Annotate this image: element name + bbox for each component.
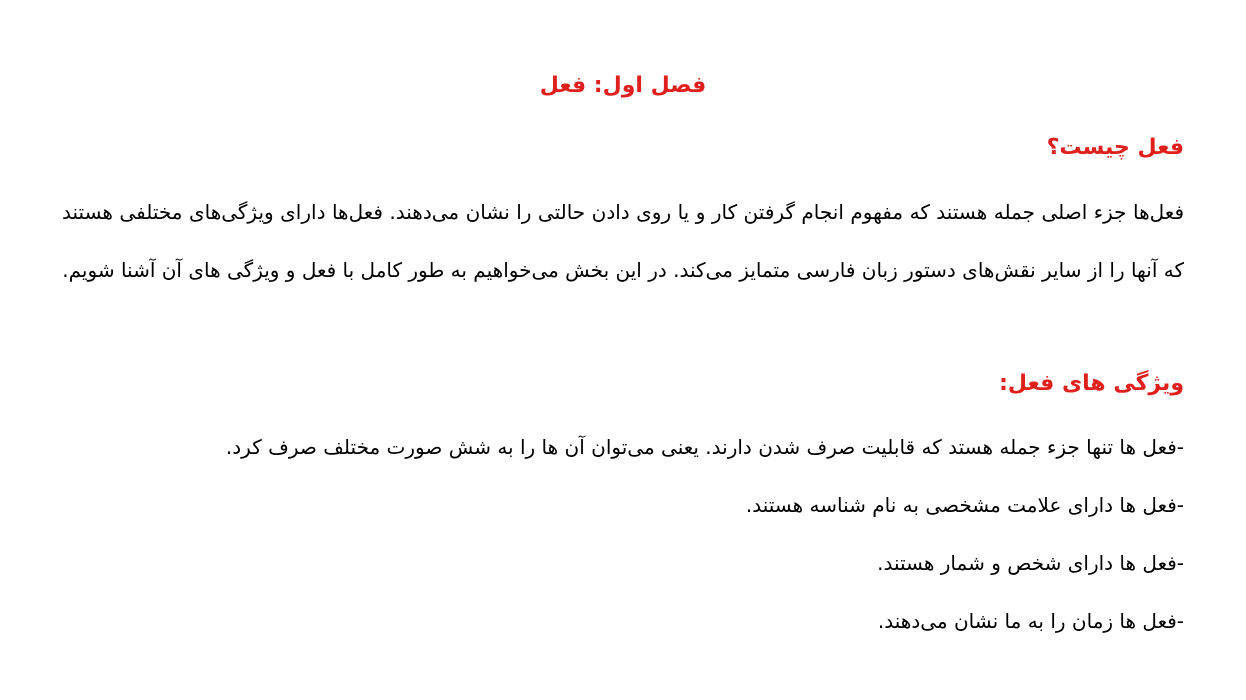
intro-paragraph: فعل‌ها جزء اصلی جمله هستند که مفهوم انجام گرفتن کار و یا روی دادن حالتی را نشان می‌دهند. فعل‌ها دارای ویژگی‌های مختلفی هستند که آنها را از سایر نقش‌های دستور زبان فارسی متمایز می‌کند. در این بخش می‌خواهیم به طور کامل با فعل و ویژگی های آن آشنا شویم.: [62, 200, 1184, 282]
list-item: -فعل ها زمان را به ما نشان می‌دهند.: [877, 609, 1184, 633]
features-list: [62, 418, 1184, 650]
section-heading-verb-features: ویژگی های فعل:: [999, 371, 1184, 396]
section-heading-what-is-verb: فعل چیست؟: [1046, 135, 1184, 160]
list-item: -فعل ها دارای شخص و شمار هستند.: [877, 551, 1184, 575]
chapter-title: فصل اول: فعل: [539, 73, 707, 98]
list-item: -فعل ها تنها جزء جمله هستد که قابلیت صرف شدن دارند. یعنی می‌توان آن ها را به شش صورت مختلف صرف کرد.: [225, 435, 1184, 459]
list-item: -فعل ها دارای علامت مشخصی به نام شناسه هستند.: [745, 493, 1184, 517]
